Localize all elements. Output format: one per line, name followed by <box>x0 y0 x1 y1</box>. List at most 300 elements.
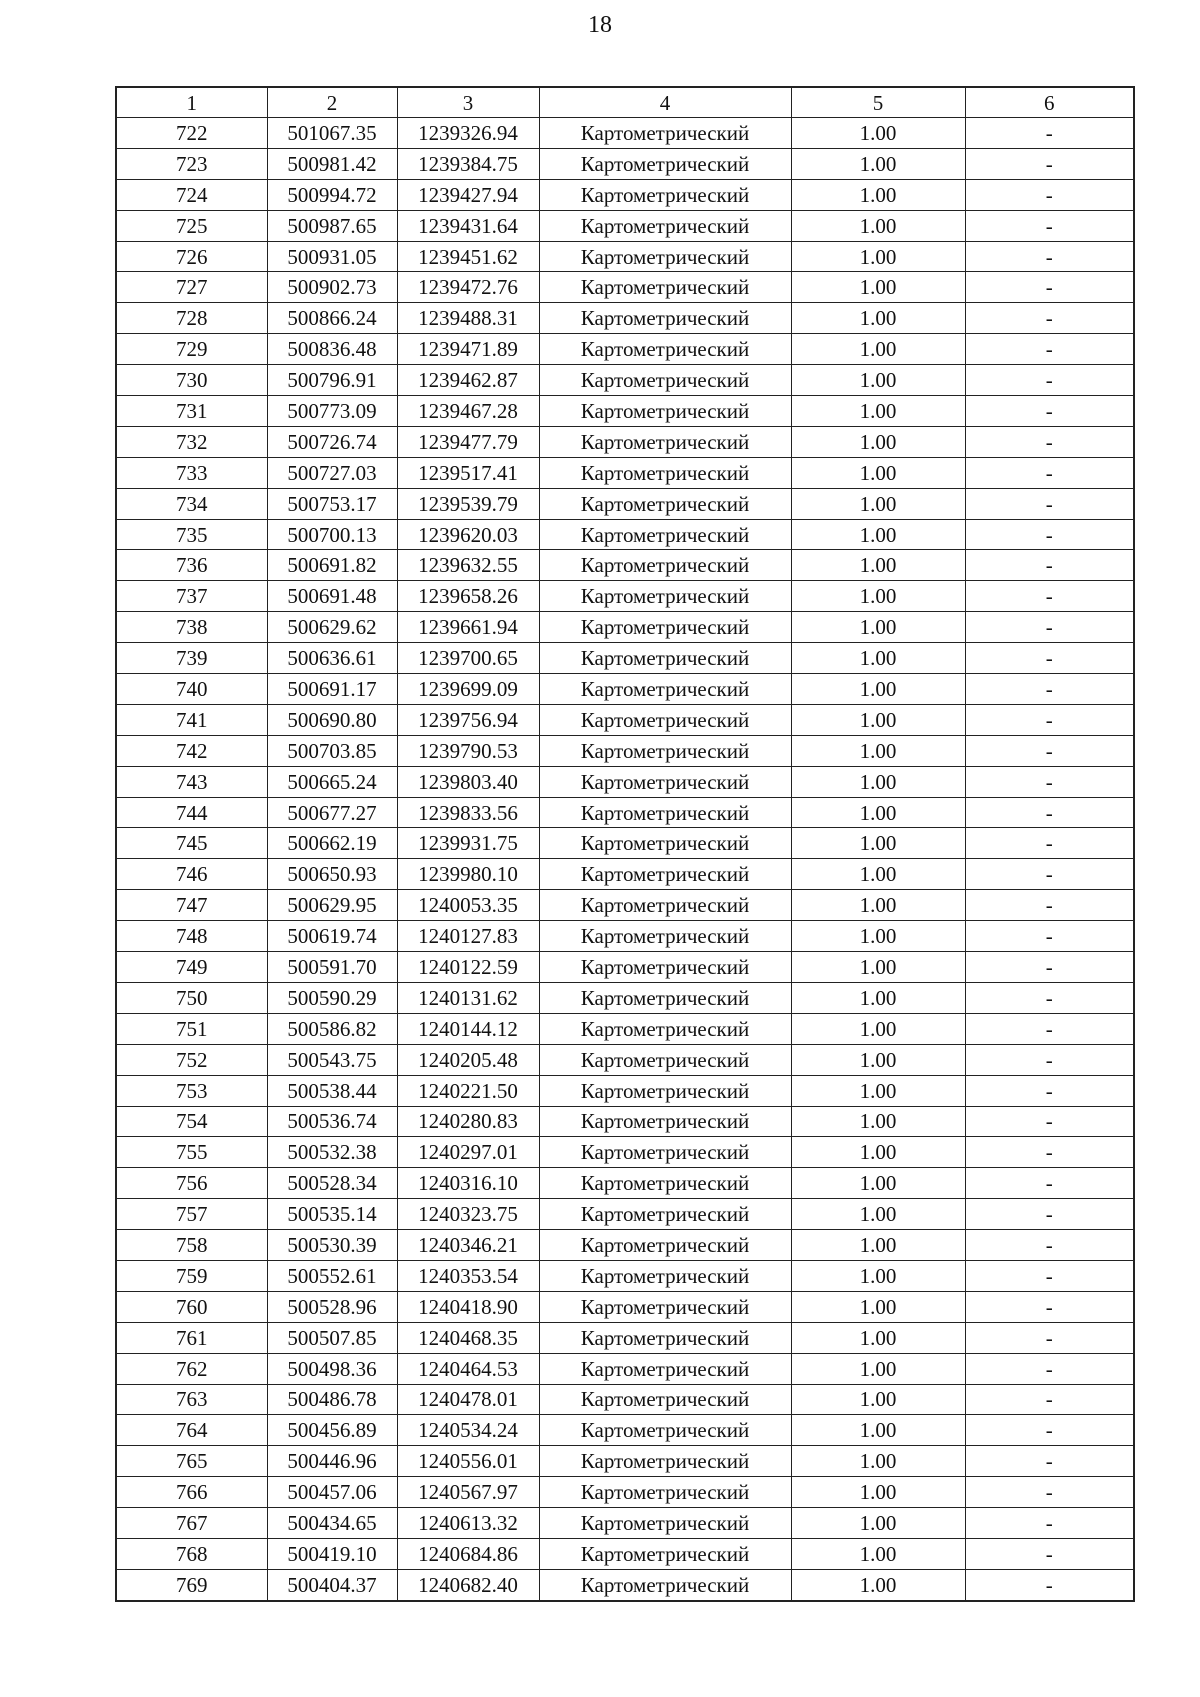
note-cell: - <box>965 1168 1134 1199</box>
x-coordinate-cell: 500726.74 <box>267 426 397 457</box>
point-number-cell: 768 <box>116 1538 267 1569</box>
method-cell: Картометрический <box>539 1415 791 1446</box>
point-number-cell: 738 <box>116 612 267 643</box>
point-number-cell: 761 <box>116 1322 267 1353</box>
table-row <box>116 1044 1134 1075</box>
method-cell: Картометрический <box>539 735 791 766</box>
y-coordinate-cell: 1240613.32 <box>397 1508 539 1539</box>
note-cell: - <box>965 1075 1134 1106</box>
table-row <box>116 1199 1134 1230</box>
point-number-cell: 742 <box>116 735 267 766</box>
y-coordinate-cell: 1239790.53 <box>397 735 539 766</box>
method-cell: Картометрический <box>539 1508 791 1539</box>
y-coordinate-cell: 1240682.40 <box>397 1569 539 1600</box>
x-coordinate-cell: 500981.42 <box>267 148 397 179</box>
table-row <box>116 952 1134 983</box>
point-number-cell: 752 <box>116 1044 267 1075</box>
point-number-cell: 732 <box>116 426 267 457</box>
method-cell: Картометрический <box>539 1538 791 1569</box>
point-number-cell: 763 <box>116 1384 267 1415</box>
note-cell: - <box>965 1013 1134 1044</box>
note-cell: - <box>965 179 1134 210</box>
method-cell: Картометрический <box>539 426 791 457</box>
x-coordinate-cell: 500528.34 <box>267 1168 397 1199</box>
table-row <box>116 1075 1134 1106</box>
table-row <box>116 1446 1134 1477</box>
note-cell: - <box>965 612 1134 643</box>
y-coordinate-cell: 1240127.83 <box>397 921 539 952</box>
y-coordinate-cell: 1239756.94 <box>397 704 539 735</box>
note-cell: - <box>965 890 1134 921</box>
x-coordinate-cell: 500796.91 <box>267 365 397 396</box>
accuracy-cell: 1.00 <box>791 704 965 735</box>
y-coordinate-cell: 1240122.59 <box>397 952 539 983</box>
point-number-cell: 751 <box>116 1013 267 1044</box>
table-row <box>116 303 1134 334</box>
table-row <box>116 457 1134 488</box>
point-number-cell: 741 <box>116 704 267 735</box>
accuracy-cell: 1.00 <box>791 519 965 550</box>
table-row <box>116 148 1134 179</box>
x-coordinate-cell: 500629.62 <box>267 612 397 643</box>
note-cell: - <box>965 1044 1134 1075</box>
method-cell: Картометрический <box>539 859 791 890</box>
table-row <box>116 426 1134 457</box>
note-cell: - <box>965 210 1134 241</box>
note-cell: - <box>965 1230 1134 1261</box>
accuracy-cell: 1.00 <box>791 179 965 210</box>
accuracy-cell: 1.00 <box>791 581 965 612</box>
x-coordinate-cell: 500456.89 <box>267 1415 397 1446</box>
y-coordinate-cell: 1240684.86 <box>397 1538 539 1569</box>
point-number-cell: 725 <box>116 210 267 241</box>
table-row <box>116 766 1134 797</box>
note-cell: - <box>965 272 1134 303</box>
point-number-cell: 743 <box>116 766 267 797</box>
header-cell: 6 <box>965 87 1134 118</box>
y-coordinate-cell: 1240221.50 <box>397 1075 539 1106</box>
table-row <box>116 735 1134 766</box>
note-cell: - <box>965 241 1134 272</box>
point-number-cell: 753 <box>116 1075 267 1106</box>
x-coordinate-cell: 500629.95 <box>267 890 397 921</box>
accuracy-cell: 1.00 <box>791 766 965 797</box>
table-row <box>116 1508 1134 1539</box>
point-number-cell: 737 <box>116 581 267 612</box>
method-cell: Картометрический <box>539 643 791 674</box>
method-cell: Картометрический <box>539 118 791 149</box>
x-coordinate-cell: 500866.24 <box>267 303 397 334</box>
y-coordinate-cell: 1239700.65 <box>397 643 539 674</box>
point-number-cell: 747 <box>116 890 267 921</box>
note-cell: - <box>965 550 1134 581</box>
y-coordinate-cell: 1240144.12 <box>397 1013 539 1044</box>
header-cell: 5 <box>791 87 965 118</box>
accuracy-cell: 1.00 <box>791 1508 965 1539</box>
method-cell: Картометрический <box>539 952 791 983</box>
note-cell: - <box>965 859 1134 890</box>
accuracy-cell: 1.00 <box>791 1075 965 1106</box>
x-coordinate-cell: 500753.17 <box>267 488 397 519</box>
point-number-cell: 749 <box>116 952 267 983</box>
note-cell: - <box>965 1538 1134 1569</box>
accuracy-cell: 1.00 <box>791 210 965 241</box>
y-coordinate-cell: 1240205.48 <box>397 1044 539 1075</box>
note-cell: - <box>965 334 1134 365</box>
table-row <box>116 1230 1134 1261</box>
y-coordinate-cell: 1239980.10 <box>397 859 539 890</box>
point-number-cell: 750 <box>116 982 267 1013</box>
table-row <box>116 1415 1134 1446</box>
point-number-cell: 754 <box>116 1106 267 1137</box>
table-row <box>116 334 1134 365</box>
table-row <box>116 1106 1134 1137</box>
x-coordinate-cell: 500536.74 <box>267 1106 397 1137</box>
y-coordinate-cell: 1240418.90 <box>397 1291 539 1322</box>
x-coordinate-cell: 500532.38 <box>267 1137 397 1168</box>
point-number-cell: 756 <box>116 1168 267 1199</box>
table-row <box>116 1353 1134 1384</box>
note-cell: - <box>965 303 1134 334</box>
table-row <box>116 1013 1134 1044</box>
table-row <box>116 550 1134 581</box>
table-row <box>116 1291 1134 1322</box>
x-coordinate-cell: 500535.14 <box>267 1199 397 1230</box>
accuracy-cell: 1.00 <box>791 828 965 859</box>
x-coordinate-cell: 500498.36 <box>267 1353 397 1384</box>
x-coordinate-cell: 500419.10 <box>267 1538 397 1569</box>
method-cell: Картометрический <box>539 612 791 643</box>
x-coordinate-cell: 501067.35 <box>267 118 397 149</box>
note-cell: - <box>965 365 1134 396</box>
y-coordinate-cell: 1239517.41 <box>397 457 539 488</box>
point-number-cell: 727 <box>116 272 267 303</box>
table-row <box>116 643 1134 674</box>
note-cell: - <box>965 797 1134 828</box>
point-number-cell: 736 <box>116 550 267 581</box>
table-row <box>116 272 1134 303</box>
point-number-cell: 767 <box>116 1508 267 1539</box>
x-coordinate-cell: 500690.80 <box>267 704 397 735</box>
point-number-cell: 745 <box>116 828 267 859</box>
x-coordinate-cell: 500700.13 <box>267 519 397 550</box>
x-coordinate-cell: 500727.03 <box>267 457 397 488</box>
table-row <box>116 488 1134 519</box>
point-number-cell: 744 <box>116 797 267 828</box>
accuracy-cell: 1.00 <box>791 612 965 643</box>
method-cell: Картометрический <box>539 1199 791 1230</box>
accuracy-cell: 1.00 <box>791 1230 965 1261</box>
method-cell: Картометрический <box>539 1230 791 1261</box>
table-row <box>116 118 1134 149</box>
point-number-cell: 748 <box>116 921 267 952</box>
y-coordinate-cell: 1239803.40 <box>397 766 539 797</box>
note-cell: - <box>965 921 1134 952</box>
y-coordinate-cell: 1239658.26 <box>397 581 539 612</box>
accuracy-cell: 1.00 <box>791 457 965 488</box>
accuracy-cell: 1.00 <box>791 982 965 1013</box>
accuracy-cell: 1.00 <box>791 488 965 519</box>
table-row <box>116 581 1134 612</box>
note-cell: - <box>965 1446 1134 1477</box>
method-cell: Картометрический <box>539 1291 791 1322</box>
y-coordinate-cell: 1239471.89 <box>397 334 539 365</box>
page-number: 18 <box>588 12 612 38</box>
point-number-cell: 764 <box>116 1415 267 1446</box>
y-coordinate-cell: 1239431.64 <box>397 210 539 241</box>
accuracy-cell: 1.00 <box>791 334 965 365</box>
y-coordinate-cell: 1239451.62 <box>397 241 539 272</box>
table-row <box>116 1569 1134 1600</box>
accuracy-cell: 1.00 <box>791 1538 965 1569</box>
x-coordinate-cell: 500404.37 <box>267 1569 397 1600</box>
point-number-cell: 766 <box>116 1477 267 1508</box>
x-coordinate-cell: 500665.24 <box>267 766 397 797</box>
accuracy-cell: 1.00 <box>791 118 965 149</box>
accuracy-cell: 1.00 <box>791 303 965 334</box>
point-number-cell: 739 <box>116 643 267 674</box>
x-coordinate-cell: 500446.96 <box>267 1446 397 1477</box>
accuracy-cell: 1.00 <box>791 1446 965 1477</box>
x-coordinate-cell: 500619.74 <box>267 921 397 952</box>
point-number-cell: 759 <box>116 1260 267 1291</box>
table-row <box>116 519 1134 550</box>
table-row <box>116 241 1134 272</box>
method-cell: Картометрический <box>539 1353 791 1384</box>
table-row <box>116 890 1134 921</box>
y-coordinate-cell: 1240534.24 <box>397 1415 539 1446</box>
accuracy-cell: 1.00 <box>791 1013 965 1044</box>
method-cell: Картометрический <box>539 241 791 272</box>
method-cell: Картометрический <box>539 1044 791 1075</box>
y-coordinate-cell: 1239427.94 <box>397 179 539 210</box>
coordinates-table <box>115 86 1135 1602</box>
method-cell: Картометрический <box>539 828 791 859</box>
y-coordinate-cell: 1239699.09 <box>397 674 539 705</box>
y-coordinate-cell: 1240316.10 <box>397 1168 539 1199</box>
note-cell: - <box>965 457 1134 488</box>
method-cell: Картометрический <box>539 457 791 488</box>
x-coordinate-cell: 500987.65 <box>267 210 397 241</box>
x-coordinate-cell: 500931.05 <box>267 241 397 272</box>
note-cell: - <box>965 118 1134 149</box>
note-cell: - <box>965 735 1134 766</box>
accuracy-cell: 1.00 <box>791 643 965 674</box>
point-number-cell: 730 <box>116 365 267 396</box>
y-coordinate-cell: 1239833.56 <box>397 797 539 828</box>
table-row <box>116 396 1134 427</box>
method-cell: Картометрический <box>539 1477 791 1508</box>
table-row <box>116 1137 1134 1168</box>
method-cell: Картометрический <box>539 1260 791 1291</box>
note-cell: - <box>965 1384 1134 1415</box>
table-body <box>116 87 1134 1601</box>
x-coordinate-cell: 500650.93 <box>267 859 397 890</box>
accuracy-cell: 1.00 <box>791 1384 965 1415</box>
method-cell: Картометрический <box>539 148 791 179</box>
x-coordinate-cell: 500434.65 <box>267 1508 397 1539</box>
method-cell: Картометрический <box>539 210 791 241</box>
point-number-cell: 757 <box>116 1199 267 1230</box>
method-cell: Картометрический <box>539 365 791 396</box>
y-coordinate-cell: 1239931.75 <box>397 828 539 859</box>
point-number-cell: 746 <box>116 859 267 890</box>
accuracy-cell: 1.00 <box>791 1260 965 1291</box>
point-number-cell: 723 <box>116 148 267 179</box>
method-cell: Картометрический <box>539 674 791 705</box>
table-row <box>116 1260 1134 1291</box>
y-coordinate-cell: 1240556.01 <box>397 1446 539 1477</box>
table-row <box>116 828 1134 859</box>
note-cell: - <box>965 1477 1134 1508</box>
note-cell: - <box>965 1260 1134 1291</box>
method-cell: Картометрический <box>539 303 791 334</box>
note-cell: - <box>965 1415 1134 1446</box>
method-cell: Картометрический <box>539 488 791 519</box>
accuracy-cell: 1.00 <box>791 921 965 952</box>
method-cell: Картометрический <box>539 797 791 828</box>
y-coordinate-cell: 1240468.35 <box>397 1322 539 1353</box>
method-cell: Картометрический <box>539 272 791 303</box>
note-cell: - <box>965 1137 1134 1168</box>
accuracy-cell: 1.00 <box>791 1322 965 1353</box>
x-coordinate-cell: 500691.48 <box>267 581 397 612</box>
table-row <box>116 674 1134 705</box>
x-coordinate-cell: 500530.39 <box>267 1230 397 1261</box>
y-coordinate-cell: 1239472.76 <box>397 272 539 303</box>
note-cell: - <box>965 674 1134 705</box>
method-cell: Картометрический <box>539 1075 791 1106</box>
accuracy-cell: 1.00 <box>791 674 965 705</box>
y-coordinate-cell: 1239467.28 <box>397 396 539 427</box>
note-cell: - <box>965 1291 1134 1322</box>
x-coordinate-cell: 500590.29 <box>267 982 397 1013</box>
note-cell: - <box>965 1199 1134 1230</box>
point-number-cell: 760 <box>116 1291 267 1322</box>
table-row <box>116 1322 1134 1353</box>
accuracy-cell: 1.00 <box>791 1477 965 1508</box>
accuracy-cell: 1.00 <box>791 890 965 921</box>
accuracy-cell: 1.00 <box>791 1291 965 1322</box>
table-row <box>116 797 1134 828</box>
note-cell: - <box>965 1353 1134 1384</box>
y-coordinate-cell: 1240053.35 <box>397 890 539 921</box>
accuracy-cell: 1.00 <box>791 272 965 303</box>
x-coordinate-cell: 500703.85 <box>267 735 397 766</box>
note-cell: - <box>965 982 1134 1013</box>
point-number-cell: 724 <box>116 179 267 210</box>
x-coordinate-cell: 500636.61 <box>267 643 397 674</box>
table-row <box>116 704 1134 735</box>
note-cell: - <box>965 704 1134 735</box>
table-row <box>116 365 1134 396</box>
note-cell: - <box>965 952 1134 983</box>
method-cell: Картометрический <box>539 1569 791 1600</box>
header-cell: 3 <box>397 87 539 118</box>
header-cell: 2 <box>267 87 397 118</box>
table-row <box>116 921 1134 952</box>
method-cell: Картометрический <box>539 982 791 1013</box>
table-row <box>116 1384 1134 1415</box>
method-cell: Картометрический <box>539 334 791 365</box>
x-coordinate-cell: 500691.17 <box>267 674 397 705</box>
y-coordinate-cell: 1240478.01 <box>397 1384 539 1415</box>
x-coordinate-cell: 500677.27 <box>267 797 397 828</box>
x-coordinate-cell: 500902.73 <box>267 272 397 303</box>
point-number-cell: 726 <box>116 241 267 272</box>
method-cell: Картометрический <box>539 704 791 735</box>
method-cell: Картометрический <box>539 396 791 427</box>
method-cell: Картометрический <box>539 179 791 210</box>
header-cell: 4 <box>539 87 791 118</box>
point-number-cell: 762 <box>116 1353 267 1384</box>
accuracy-cell: 1.00 <box>791 1106 965 1137</box>
accuracy-cell: 1.00 <box>791 952 965 983</box>
y-coordinate-cell: 1240353.54 <box>397 1260 539 1291</box>
point-number-cell: 729 <box>116 334 267 365</box>
y-coordinate-cell: 1239384.75 <box>397 148 539 179</box>
table-row <box>116 859 1134 890</box>
note-cell: - <box>965 148 1134 179</box>
x-coordinate-cell: 500552.61 <box>267 1260 397 1291</box>
accuracy-cell: 1.00 <box>791 1569 965 1600</box>
note-cell: - <box>965 828 1134 859</box>
method-cell: Картометрический <box>539 1106 791 1137</box>
y-coordinate-cell: 1239539.79 <box>397 488 539 519</box>
method-cell: Картометрический <box>539 890 791 921</box>
point-number-cell: 735 <box>116 519 267 550</box>
point-number-cell: 728 <box>116 303 267 334</box>
y-coordinate-cell: 1239477.79 <box>397 426 539 457</box>
point-number-cell: 769 <box>116 1569 267 1600</box>
x-coordinate-cell: 500691.82 <box>267 550 397 581</box>
header-cell: 1 <box>116 87 267 118</box>
y-coordinate-cell: 1239661.94 <box>397 612 539 643</box>
method-cell: Картометрический <box>539 519 791 550</box>
table-header-row <box>116 87 1134 118</box>
table-row <box>116 179 1134 210</box>
note-cell: - <box>965 488 1134 519</box>
method-cell: Картометрический <box>539 550 791 581</box>
point-number-cell: 758 <box>116 1230 267 1261</box>
method-cell: Картометрический <box>539 766 791 797</box>
method-cell: Картометрический <box>539 921 791 952</box>
y-coordinate-cell: 1240323.75 <box>397 1199 539 1230</box>
accuracy-cell: 1.00 <box>791 550 965 581</box>
table-row <box>116 210 1134 241</box>
accuracy-cell: 1.00 <box>791 396 965 427</box>
x-coordinate-cell: 500457.06 <box>267 1477 397 1508</box>
accuracy-cell: 1.00 <box>791 859 965 890</box>
note-cell: - <box>965 1508 1134 1539</box>
y-coordinate-cell: 1239620.03 <box>397 519 539 550</box>
note-cell: - <box>965 1106 1134 1137</box>
y-coordinate-cell: 1240346.21 <box>397 1230 539 1261</box>
note-cell: - <box>965 766 1134 797</box>
point-number-cell: 755 <box>116 1137 267 1168</box>
x-coordinate-cell: 500528.96 <box>267 1291 397 1322</box>
note-cell: - <box>965 1569 1134 1600</box>
accuracy-cell: 1.00 <box>791 148 965 179</box>
method-cell: Картометрический <box>539 1322 791 1353</box>
accuracy-cell: 1.00 <box>791 241 965 272</box>
x-coordinate-cell: 500543.75 <box>267 1044 397 1075</box>
method-cell: Картометрический <box>539 1384 791 1415</box>
table-row <box>116 612 1134 643</box>
point-number-cell: 731 <box>116 396 267 427</box>
y-coordinate-cell: 1240297.01 <box>397 1137 539 1168</box>
x-coordinate-cell: 500538.44 <box>267 1075 397 1106</box>
